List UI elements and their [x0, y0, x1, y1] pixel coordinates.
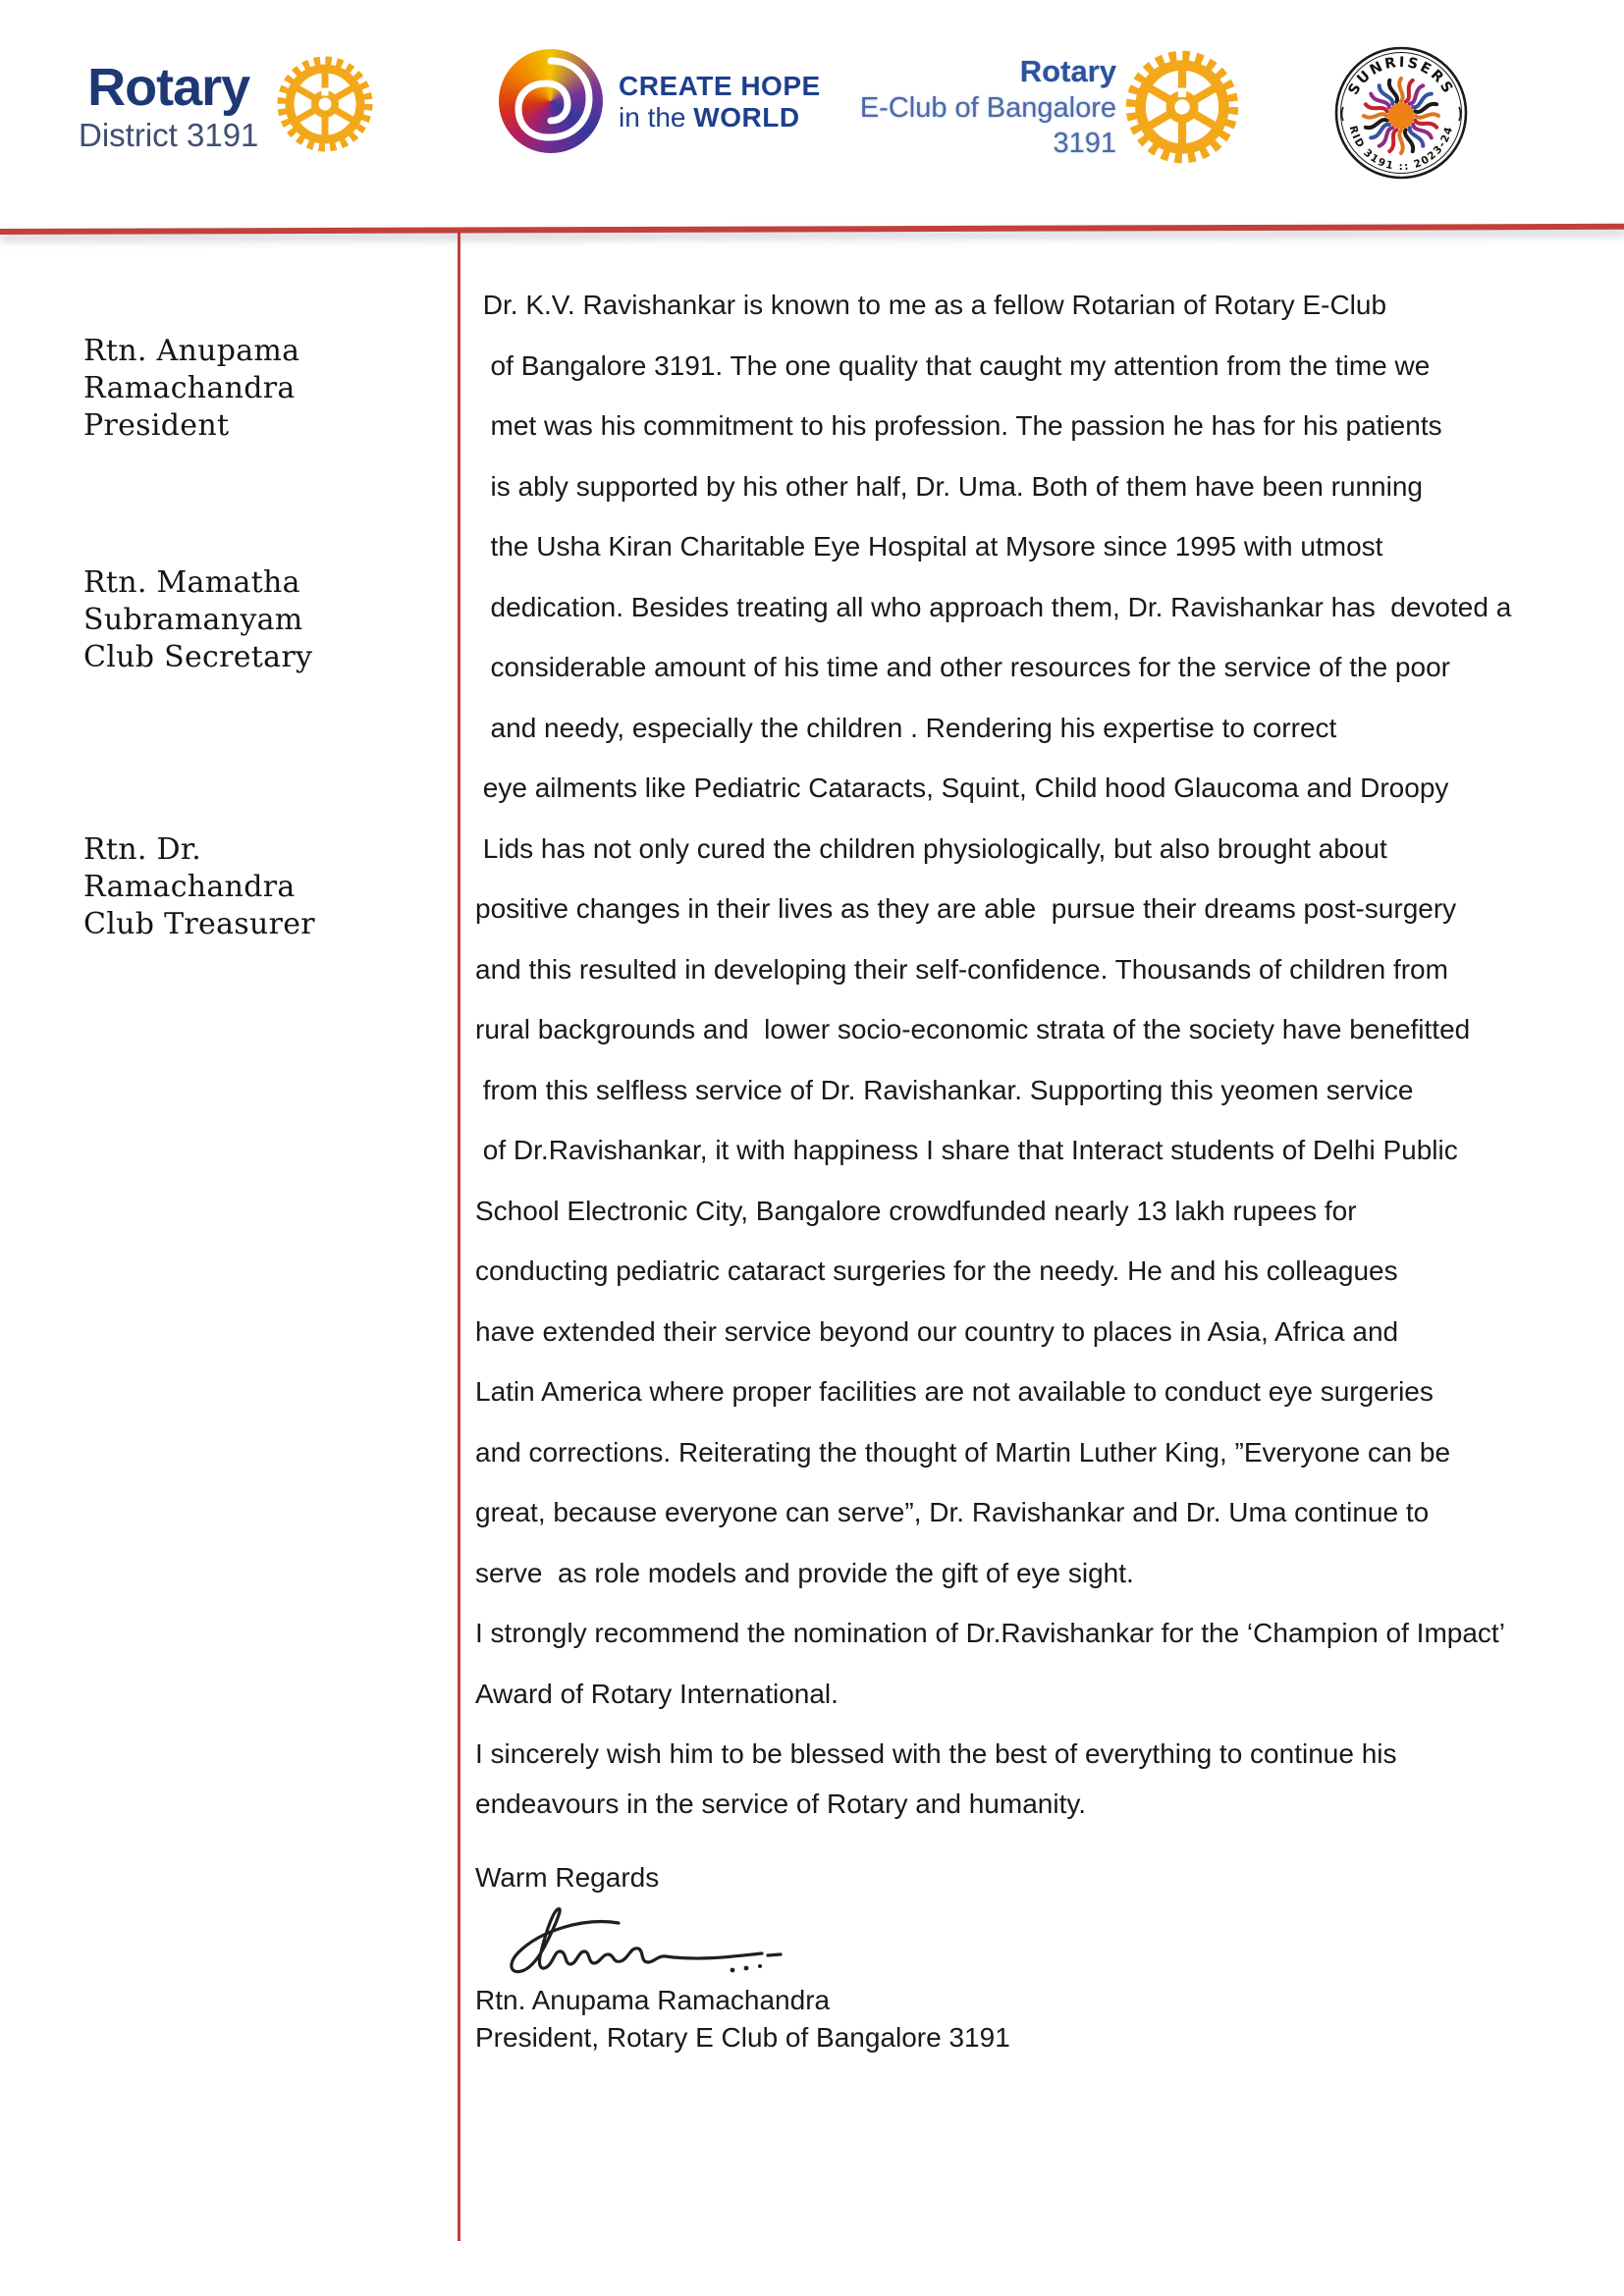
signature-image [485, 1897, 789, 1978]
sunrisers-badge-icon [1327, 39, 1475, 187]
letter-line: Latin America where proper facilities are not available to conduct eye surgeries [475, 1376, 1434, 1407]
letter-line: Dr. K.V. Ravishankar is known to me as a fellow Rotarian of Rotary E-Club [475, 290, 1387, 320]
officer-name-line: Rtn. Anupama [83, 334, 300, 368]
letter-line: Lids has not only cured the children physiologically, but also brought about [475, 832, 1387, 864]
letter-line: from this selfless service of Dr. Ravishankar. Supporting this yeomen service [475, 1074, 1414, 1105]
district-logo-subtitle: District 3191 [79, 117, 259, 153]
officer-name-line: Rtn. Mamatha [83, 565, 300, 600]
letter-line: School Electronic City, Bangalore crowdfunded nearly 13 lakh rupees for [475, 1195, 1357, 1226]
letter-line: I strongly recommend the nomination of Dr.Ravishankar for the ‘Champion of Impact’ [475, 1618, 1505, 1648]
signatory-name: Rtn. Anupama Ramachandra [475, 1984, 831, 2015]
officer-name-line: Rtn. Dr. [83, 832, 202, 867]
letter-line: met was his commitment to his profession. The passion he has for his patients [475, 410, 1442, 441]
letter-line: considerable amount of his time and other resources for the service of the poor [475, 652, 1450, 682]
signatory-title: President, Rotary E Club of Bangalore 3191 [475, 2021, 1010, 2053]
letter-line: and corrections. Reiterating the thought of Martin Luther King, ”Everyone can be [475, 1436, 1451, 1468]
rotary-wheel-icon [1124, 49, 1240, 165]
letter-line: is ably supported by his other half, Dr. Uma. Both of them have been running [475, 470, 1423, 502]
letter-line: of Bangalore 3191. The one quality that caught my attention from the time we [475, 349, 1431, 381]
officer-role: Club Secretary [83, 640, 313, 674]
officer-block-president [83, 333, 447, 445]
header-rule [0, 224, 1624, 235]
letter-line: have extended their service beyond our country to places in Asia, Africa and [475, 1315, 1399, 1347]
district-logo-title: Rotary [87, 58, 250, 117]
theme-logo-text [619, 49, 821, 153]
letter-line: I sincerely wish him to be blessed with the best of everything to continue his [475, 1738, 1397, 1769]
margin-rule [458, 233, 460, 2241]
letter-line: eye ailments like Pediatric Cataracts, Squint, Child hood Glaucoma and Droopy [475, 773, 1449, 803]
rotary-district-logo [79, 59, 374, 155]
letter-line: serve as role models and provide the gift of eye sight. [475, 1557, 1134, 1588]
officer-role: President [83, 408, 230, 443]
eclub-logo-title: Rotary [1019, 54, 1116, 88]
letter-line: Award of Rotary International. [475, 1678, 839, 1709]
district-logo-text [79, 59, 258, 155]
officer-block-secretary [83, 564, 447, 676]
eclub-logo-text [830, 53, 1116, 161]
letter-body [475, 275, 1624, 2056]
eclub-logo [830, 49, 1240, 165]
sunrisers-bottom-text: RID 3191 :: 2023-24 [1346, 124, 1456, 174]
closing-salutation: Warm Regards [475, 1861, 660, 1893]
letter-line: endeavours in the service of Rotary and humanity. [475, 1788, 1087, 1819]
sunrisers-top-text: SUNRISERS [1345, 54, 1457, 98]
letter-line: dedication. Besides treating all who approach them, Dr. Ravishankar has devoted a [475, 591, 1512, 622]
letter-line: of Dr.Ravishankar, it with happiness I share that Interact students of Delhi Public [475, 1135, 1458, 1165]
theme-logo-line2: in the WORLD [619, 102, 800, 133]
officer-name-line: Subramanyam [83, 603, 303, 637]
letter-line: rural backgrounds and lower socio-economic strata of the society have benefitted [475, 1014, 1471, 1044]
letter-line: and this resulted in developing their self-confidence. Thousands of children from [475, 953, 1448, 985]
officer-role: Club Treasurer [83, 907, 315, 941]
create-hope-logo [499, 49, 821, 153]
officer-name-line: Ramachandra [83, 371, 296, 405]
letter-line: and needy, especially the children . Rendering his expertise to correct [475, 712, 1337, 743]
officer-block-treasurer [83, 831, 447, 943]
letter-line: conducting pediatric cataract surgeries for the needy. He and his colleagues [475, 1255, 1398, 1286]
letter-line: positive changes in their lives as they are able pursue their dreams post-surgery [475, 893, 1457, 924]
letter-line: the Usha Kiran Charitable Eye Hospital at Mysore since 1995 with utmost [475, 531, 1383, 561]
officer-name-line: Ramachandra [83, 870, 296, 904]
rotary-theme-swirl-icon [499, 49, 603, 153]
rotary-wheel-icon [276, 55, 374, 153]
theme-logo-line1: CREATE HOPE [619, 71, 821, 101]
letter-line: great, because everyone can serve”, Dr. Ravishankar and Dr. Uma continue to [475, 1497, 1430, 1527]
eclub-logo-subtitle: E-Club of Bangalore 3191 [859, 92, 1116, 159]
